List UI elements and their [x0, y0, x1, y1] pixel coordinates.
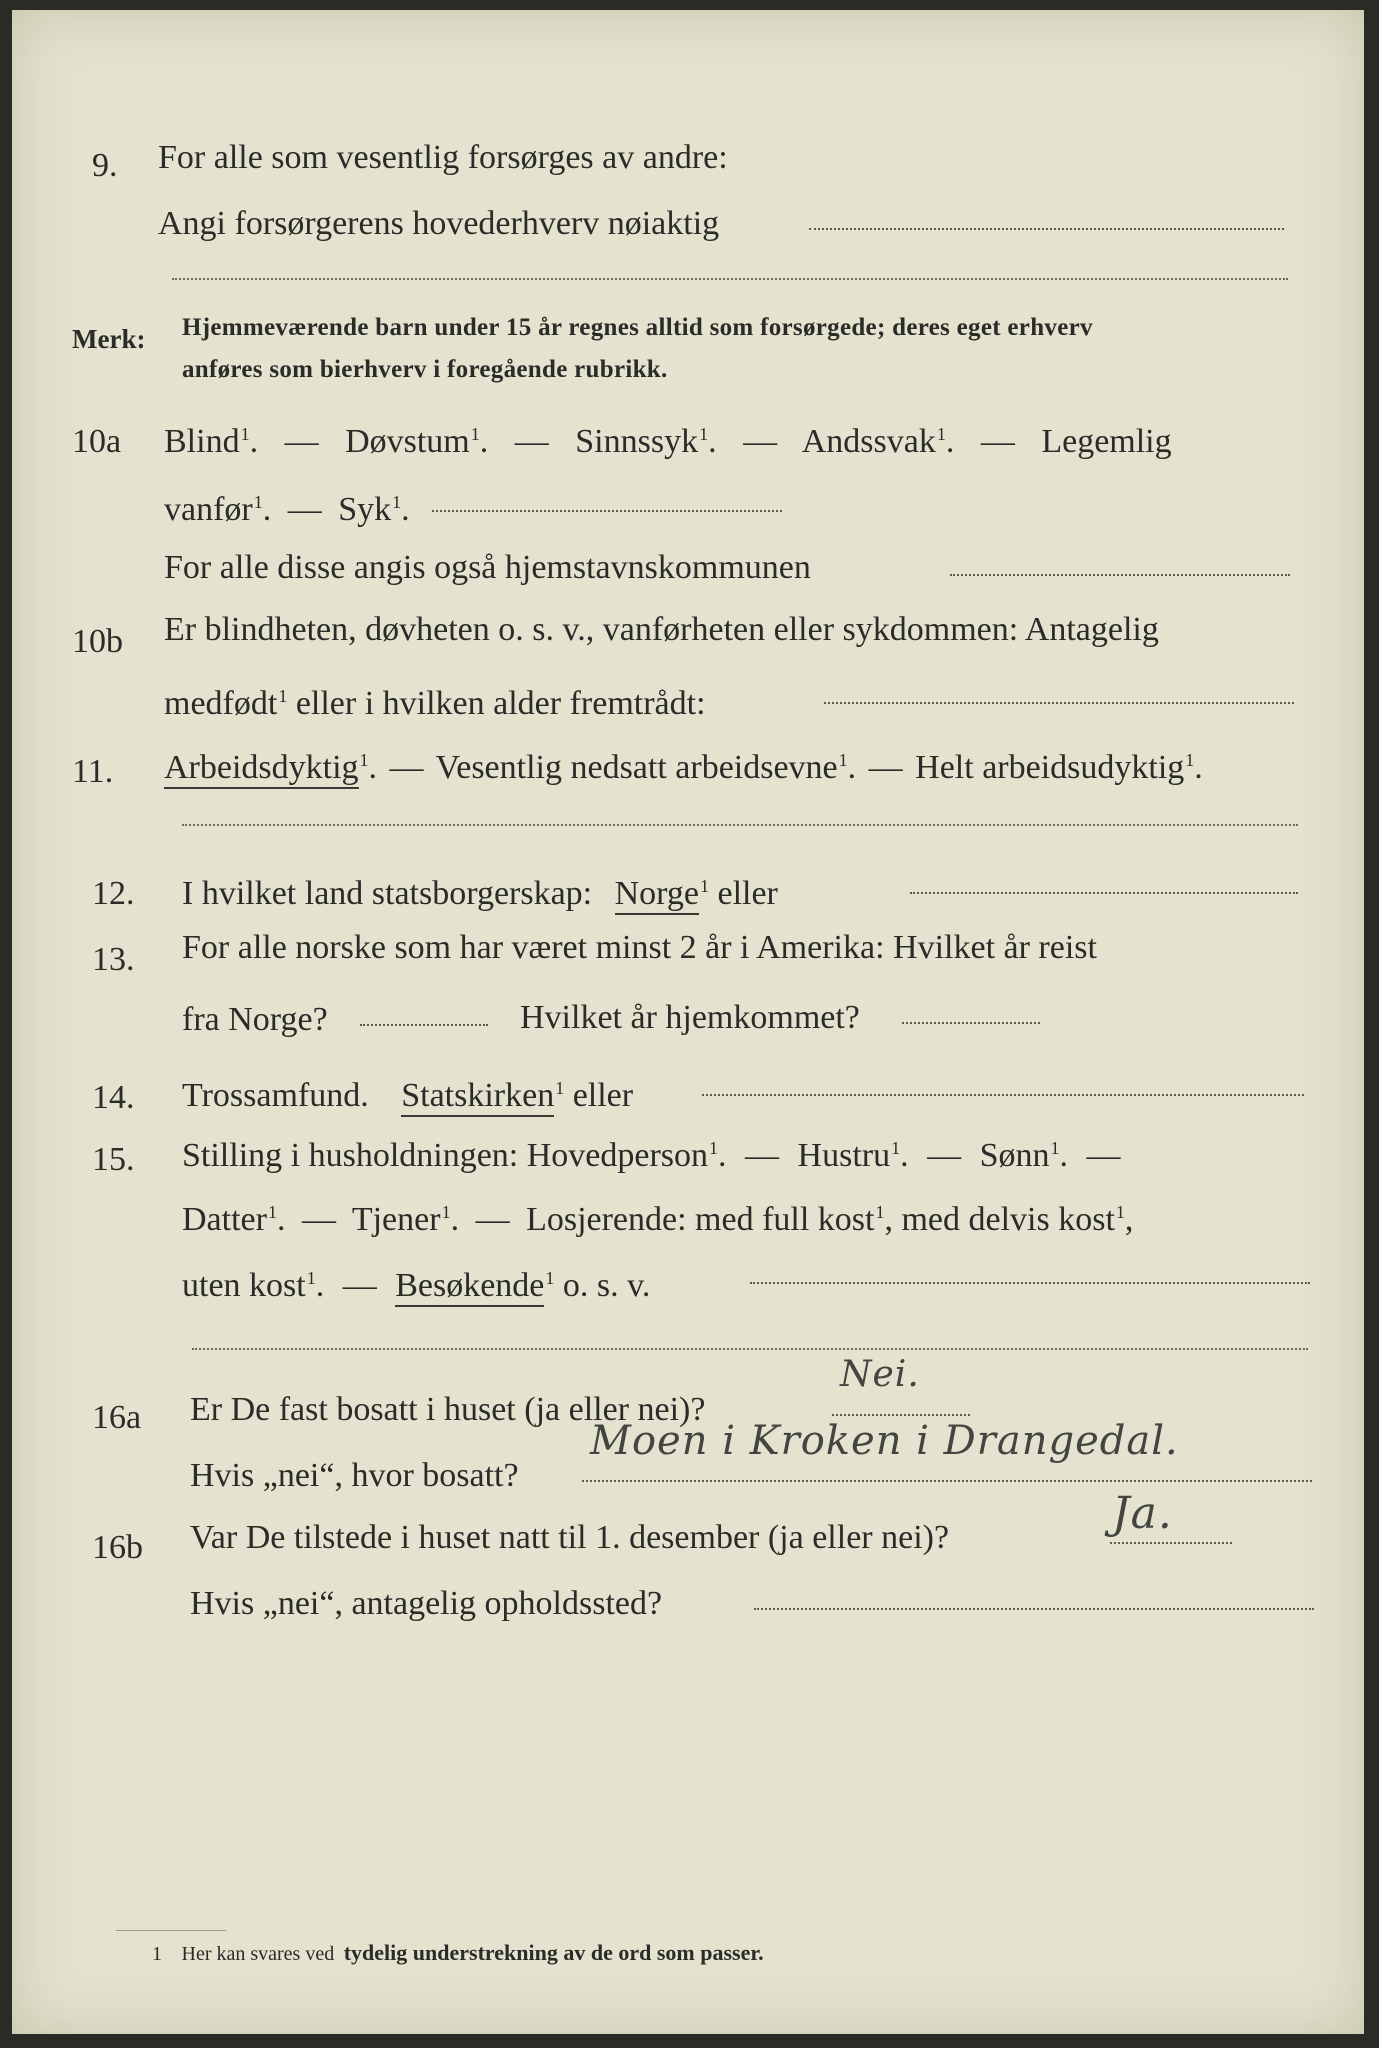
q10a-blind[interactable]: Blind	[164, 423, 240, 460]
q16b-answer2-line[interactable]	[754, 1608, 1314, 1610]
q10b-line1: Er blindheten, døvheten o. s. v., vanførheten eller sykdommen: Antagelig	[164, 611, 1159, 648]
q9-extra-line[interactable]	[172, 278, 1288, 280]
q10a-line3: For alle disse angis også hjemstavnskommunen	[164, 549, 811, 586]
merk-line2: anføres som bierhverv i foregående rubrikk.	[182, 356, 668, 383]
q10a-vanfor[interactable]: vanfør	[164, 491, 253, 528]
merk-label: Merk:	[72, 324, 146, 354]
item-number-16b: 16b	[92, 1529, 143, 1566]
q11-line1: Arbeidsdyktig$^1$. — Vesentlig nedsatt arbeidsevne$^1$. — Helt arbeidsudyktig$^1$.	[164, 740, 1203, 788]
q15-hovedperson[interactable]: Stilling i husholdningen: Hovedperson	[182, 1137, 709, 1174]
q16a-handwritten-answer1: Nei.	[840, 1354, 920, 1395]
footnote-text: tydelig understrekning av de ord som passer.	[343, 1940, 764, 1965]
q16b-line2: Hvis „nei“, antagelig opholdssted?	[190, 1585, 663, 1622]
q10a-line1: Blind$^1$. — Døvstum$^1$. — Sinnssyk$^1$. — Andssvak$^1$. — Legemlig	[164, 423, 1172, 460]
q16a-line2: Hvis „nei“, hvor bosatt?	[190, 1457, 519, 1494]
item-number-15: 15.	[92, 1141, 135, 1178]
item-number-16a: 16a	[92, 1399, 142, 1436]
q13-line1: For alle norske som har været minst 2 år i Amerika: Hvilket år reist	[182, 929, 1097, 966]
q11-helt[interactable]: Helt arbeidsudyktig	[915, 749, 1185, 786]
q10a-syk[interactable]: Syk	[338, 491, 392, 528]
footnote	[152, 1940, 764, 1966]
q15-losjerende[interactable]: Losjerende: med full kost	[526, 1201, 875, 1238]
q15-extra-line[interactable]	[192, 1348, 1308, 1350]
q15-datter[interactable]: Datter	[182, 1201, 267, 1238]
footnote-number: 1	[152, 1943, 162, 1965]
q10b-medfodt[interactable]: medfødt	[164, 685, 278, 722]
item-number-10a: 10a	[72, 423, 122, 460]
q11-vesentlig[interactable]: Vesentlig nedsatt arbeidsevne	[435, 749, 838, 786]
q10a-hjemstavn-answer-line[interactable]	[950, 574, 1290, 576]
q16a-answer1-line[interactable]	[832, 1414, 970, 1416]
q9-line1: For alle som vesentlig forsørges av andre:	[158, 139, 728, 176]
q15-answer-line[interactable]	[750, 1282, 1310, 1284]
item-number-11: 11.	[72, 753, 114, 790]
q10a-syk-answer-line[interactable]	[432, 510, 782, 512]
item-number-10b: 10b	[72, 623, 123, 660]
q12-answer-line[interactable]	[910, 892, 1298, 894]
q10a-legemlig[interactable]: Legemlig	[1041, 423, 1172, 460]
q12-line1: I hvilket land statsborgerskap: Norge$^1$ eller	[182, 866, 778, 914]
q10a-dovstum[interactable]: Døvstum	[345, 423, 470, 460]
footnote-rule	[116, 1930, 226, 1931]
q16a-handwritten-answer2: Moen i Kroken i Drangedal.	[590, 1418, 1179, 1464]
census-form-page	[12, 10, 1364, 2034]
q15-hustru[interactable]: Hustru	[797, 1137, 891, 1174]
q16a-line1: Er De fast bosatt i huset (ja eller nei)?	[190, 1391, 706, 1428]
q10a-line2: vanfør$^1$. — Syk$^1$.	[164, 491, 410, 528]
q15-line1: Stilling i husholdningen: Hovedperson$^1$. — Hustru$^1$. — Sønn$^1$. —	[182, 1137, 1121, 1174]
item-number-13: 13.	[92, 941, 135, 978]
q11-extra-line[interactable]	[182, 824, 1298, 826]
item-number-14: 14.	[92, 1079, 135, 1116]
q10a-sinnssyk[interactable]: Sinnssyk	[575, 423, 699, 460]
q14-line1: Trossamfund. Statskirken$^1$ eller	[182, 1068, 633, 1116]
item-number-12: 12.	[92, 875, 135, 912]
q15-line2: Datter$^1$. — Tjener$^1$. — Losjerende: med full kost$^1$, med delvis kost$^1$,	[182, 1201, 1134, 1238]
footnote-lead: Her kan svares ved	[181, 1943, 335, 1965]
q16b-answer1-line[interactable]	[1110, 1542, 1232, 1544]
q15-delvis[interactable]: med delvis kost	[901, 1201, 1115, 1238]
q15-uten-kost[interactable]: uten kost	[182, 1267, 306, 1304]
q15-sonn[interactable]: Sønn	[979, 1137, 1050, 1174]
q13-hjemkommet: Hvilket år hjemkommet?	[520, 999, 860, 1036]
q12-norge[interactable]: Norge	[615, 875, 699, 915]
q9-line2: Angi forsørgerens hovederhverv nøiaktig	[158, 205, 720, 242]
q11-arbeidsdyktig[interactable]: Arbeidsdyktig	[164, 749, 359, 789]
item-number-9: 9.	[92, 147, 118, 184]
q14-answer-line[interactable]	[702, 1094, 1304, 1096]
q16b-handwritten-answer1: Ja.	[1112, 1488, 1173, 1539]
q13-reist-answer-line[interactable]	[360, 1024, 488, 1026]
q16a-answer2-line[interactable]	[582, 1480, 1312, 1482]
q10b-answer-line[interactable]	[824, 702, 1294, 704]
q15-tjener[interactable]: Tjener	[351, 1201, 441, 1238]
q10a-andssvak[interactable]: Andssvak	[801, 423, 936, 460]
q13-hjemkommet-answer-line[interactable]	[902, 1022, 1040, 1024]
q15-line3: uten kost$^1$. — Besøkende$^1$ o. s. v.	[182, 1258, 650, 1306]
q14-statskirken[interactable]: Statskirken	[401, 1077, 554, 1117]
q16b-line1: Var De tilstede i huset natt til 1. desember (ja eller nei)?	[190, 1519, 950, 1556]
merk-line1: Hjemmeværende barn under 15 år regnes alltid som forsørgede; deres eget erhverv	[182, 314, 1093, 341]
q15-besokende[interactable]: Besøkende	[395, 1267, 544, 1307]
q13-fra-norge: fra Norge?	[182, 1001, 328, 1038]
q10b-line2: medfødt$^1$ eller i hvilken alder fremtrådt:	[164, 685, 706, 722]
q9-answer-line[interactable]	[809, 228, 1284, 230]
